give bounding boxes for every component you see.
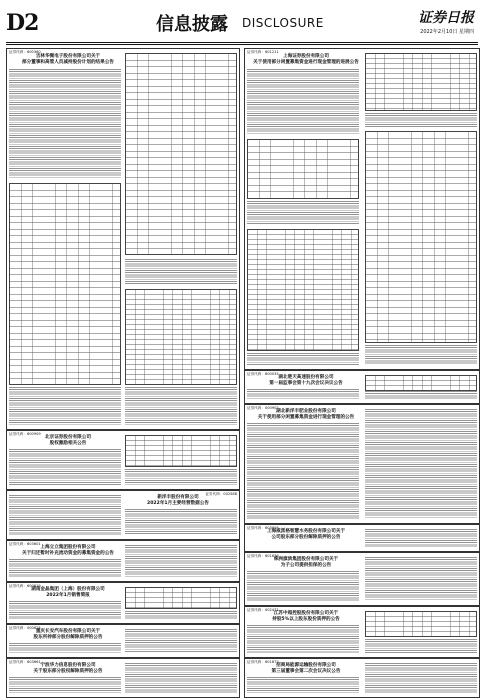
stock-code: 证券代码：002471 xyxy=(247,608,279,612)
announcement-company: 北京证券股份有限公司 xyxy=(45,435,91,440)
announcement-company: 招商局能源运输股份有限公司 xyxy=(276,663,336,668)
announcement-title: 部分董事和高管人员减持股份计划的结果公告 xyxy=(22,59,114,65)
announcement-block xyxy=(6,430,240,490)
body-text xyxy=(9,69,121,179)
stock-code: 证券代码：601872 xyxy=(247,660,279,664)
announcement-block xyxy=(244,552,480,606)
data-table xyxy=(247,229,359,351)
announcement-company: 江苏中超控股股份有限公司关于 xyxy=(273,611,339,616)
announcement-title: 股东所持部分股份解除质押的公告 xyxy=(33,634,103,640)
announcement-title: 2022年1月销售简报 xyxy=(46,592,90,598)
body-text xyxy=(365,113,477,127)
data-table xyxy=(365,611,477,637)
announcement-title: 公司股东部分股份解除质押的公告 xyxy=(271,534,341,540)
data-table xyxy=(365,375,477,391)
body-text xyxy=(365,639,477,653)
announcement-company: 湖北新洋丰肥业股份有限公司 xyxy=(276,409,336,414)
masthead-logo: 证券日报 xyxy=(418,10,474,26)
announcement-company: 吉林华微电子股份有限公司关于 xyxy=(35,54,101,59)
body-text xyxy=(125,387,237,425)
body-text xyxy=(125,259,237,285)
body-text xyxy=(9,601,121,619)
data-table xyxy=(247,139,359,199)
data-table xyxy=(125,587,237,609)
stock-code: 证券代码：600909 xyxy=(9,432,41,436)
body-text xyxy=(125,611,237,619)
body-text xyxy=(9,559,121,577)
stock-code: 证券代码：600360 xyxy=(9,50,41,54)
announcement-block xyxy=(6,624,240,658)
announcement-company: 上海证券股份有限公司 xyxy=(283,54,329,59)
stock-code: 证券代码：601636 xyxy=(247,554,279,558)
announcement-company: 新洋丰股份有限公司 xyxy=(157,495,199,500)
announcement-block xyxy=(244,370,480,404)
body-text xyxy=(247,677,359,693)
body-text xyxy=(125,629,237,653)
stock-code: 证券代码：002588 xyxy=(205,492,237,496)
body-text xyxy=(365,529,477,547)
page-number: D2 xyxy=(6,10,39,36)
body-text xyxy=(9,643,121,653)
stock-code: 证券代码：000625 xyxy=(9,626,41,630)
body-text xyxy=(9,495,121,535)
announcement-company: 湖北楚天高速股份有限公司 xyxy=(278,375,334,380)
announcement-company: 湖南金晶集团（上海）股份有限公司 xyxy=(31,587,105,592)
section-title: 信息披露 xyxy=(156,14,228,35)
body-text xyxy=(247,625,359,653)
announcement-title: 为子公司提供担保的公告 xyxy=(280,562,332,568)
body-text xyxy=(9,449,121,485)
body-text xyxy=(9,387,121,425)
data-table xyxy=(125,289,237,385)
stock-code: 证券代码：601211 xyxy=(247,50,279,54)
page-header xyxy=(6,6,478,44)
announcement-block xyxy=(6,490,240,540)
data-table xyxy=(125,435,237,467)
data-table xyxy=(125,53,237,255)
body-text xyxy=(125,545,237,577)
header-rule xyxy=(6,42,478,43)
body-text xyxy=(125,469,237,485)
issue-date: 2022年2月10日 星期四 xyxy=(420,29,474,35)
announcement-title: 持股5%以上股东股份质押的公告 xyxy=(272,616,340,622)
data-table xyxy=(365,131,477,343)
body-text xyxy=(247,389,359,399)
announcement-block xyxy=(6,48,240,430)
header-rule-thin xyxy=(6,44,478,45)
announcement-block xyxy=(244,658,480,698)
announcement-block xyxy=(6,658,240,698)
announcement-title: 关于使用部分闲置募集资金进行现金管理的公告 xyxy=(257,414,355,420)
announcement-title: 股权激励相关公告 xyxy=(49,440,87,446)
body-text xyxy=(247,353,359,365)
announcement-title: 2022年1月主要经营数据公告 xyxy=(147,500,209,506)
body-text xyxy=(365,557,477,601)
body-text xyxy=(365,391,477,399)
announcement-company: 上海威派格智慧水务股份有限公司关于 xyxy=(266,529,346,534)
announcement-company: 株洲旗滨集团股份有限公司关于 xyxy=(273,557,339,562)
announcement-company: 上海立立集团股份有限公司 xyxy=(40,545,96,550)
stock-code: 证券代码：000902 xyxy=(247,406,279,410)
announcement-block xyxy=(244,48,480,370)
announcement-block xyxy=(244,606,480,658)
announcement-company: 宁波华力信息股份有限公司 xyxy=(40,663,96,668)
announcement-block xyxy=(6,540,240,582)
body-text xyxy=(247,571,359,601)
body-text xyxy=(125,663,237,693)
body-text xyxy=(247,201,359,225)
body-text xyxy=(365,663,477,693)
announcement-block xyxy=(244,524,480,552)
announcement-title: 第三届董事会第二次会议决议公告 xyxy=(271,668,341,674)
body-text xyxy=(247,69,359,135)
announcement-block xyxy=(244,404,480,524)
section-title-en: DISCLOSURE xyxy=(242,16,324,30)
data-table xyxy=(9,183,121,385)
body-text xyxy=(125,509,237,535)
announcement-title: 关于股东部分股权解除质押的公告 xyxy=(33,668,103,674)
stock-code: 证券代码：603661 xyxy=(9,660,41,664)
body-text xyxy=(365,345,477,365)
stock-code: 证券代码：600035 xyxy=(247,372,279,376)
stock-code: 证券代码：600819 xyxy=(9,584,41,588)
data-table xyxy=(365,53,477,111)
announcement-title: 关于归还暂时补充流动资金的募集资金的公告 xyxy=(22,550,114,556)
announcement-title: 第一届监事会第十九次会议决议公告 xyxy=(269,380,343,386)
stock-code: 证券代码：603956 xyxy=(247,526,279,530)
announcement-block xyxy=(6,582,240,624)
body-text xyxy=(9,677,121,693)
announcement-title: 关于使用部分闲置募集资金进行现金管理的进展公告 xyxy=(253,59,359,65)
announcement-company: 重庆长安汽车股份有限公司关于 xyxy=(35,629,101,634)
body-text xyxy=(365,409,477,519)
body-text xyxy=(247,423,359,519)
stock-code: 证券代码：603601 xyxy=(9,542,41,546)
